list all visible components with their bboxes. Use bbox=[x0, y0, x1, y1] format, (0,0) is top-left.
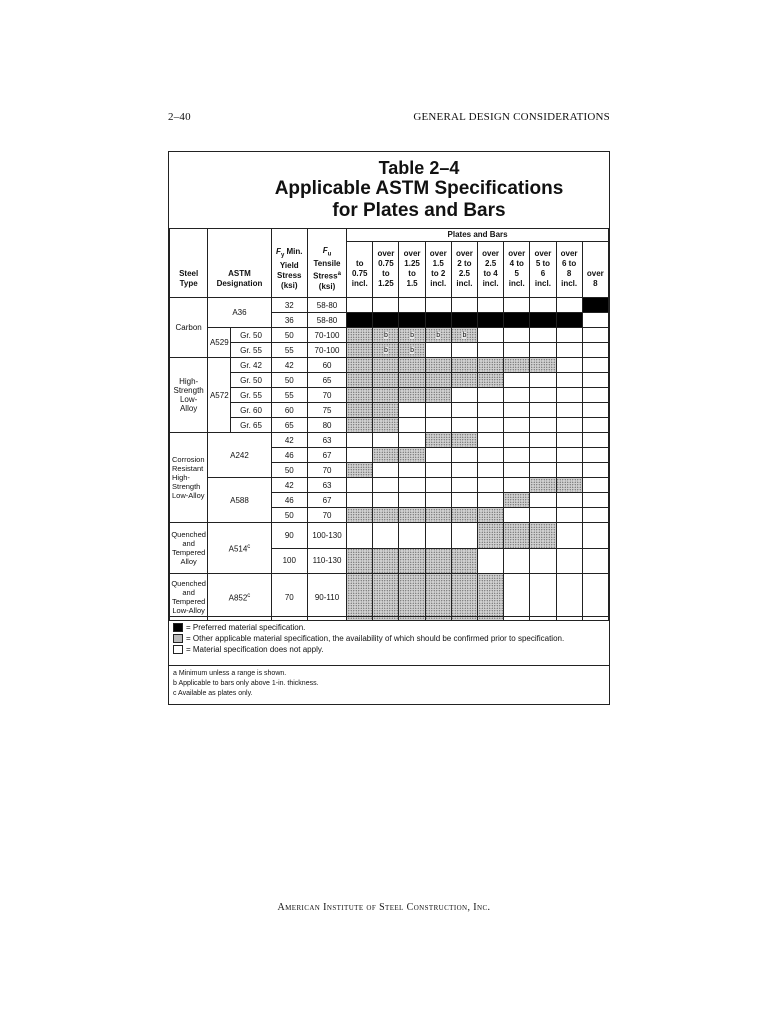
fy-value: 46 bbox=[271, 493, 307, 508]
astm-a36: A36 bbox=[208, 298, 271, 328]
fy-header: $F_y$ Min. Yield Stress (ksi) bbox=[271, 241, 307, 298]
table-row bbox=[170, 478, 609, 493]
thk-5-6: over 5 to 6 incl. bbox=[530, 241, 556, 298]
fu-value: 63 bbox=[307, 433, 346, 448]
steel-type-hsla: High- Strength Low- Alloy bbox=[170, 358, 208, 433]
fu-value: 75 bbox=[307, 403, 346, 418]
grade: Gr. 55 bbox=[231, 388, 271, 403]
thk-6-8: over 6 to 8 incl. bbox=[556, 241, 582, 298]
steel-type-qt-alloy: Quenched and Tempered Alloy bbox=[170, 523, 208, 574]
grade: Gr. 60 bbox=[231, 403, 271, 418]
legend bbox=[169, 616, 609, 658]
table-frame bbox=[168, 151, 610, 705]
table-row: A529 Gr. 50 50 70-100 b b b b bbox=[170, 328, 609, 343]
black-square-icon bbox=[173, 623, 183, 632]
fu-value: 67 bbox=[307, 493, 346, 508]
fy-value: 50 bbox=[271, 328, 307, 343]
thk-to-075: to 0.75 incl. bbox=[347, 241, 373, 298]
grade: Gr. 65 bbox=[231, 418, 271, 433]
table-number: Table 2–4 bbox=[378, 158, 460, 178]
grade: Gr. 55 bbox=[231, 343, 271, 358]
astm-a572: A572 bbox=[208, 358, 231, 433]
fu-value: 70 bbox=[307, 388, 346, 403]
fu-value: 58-80 bbox=[307, 298, 346, 313]
fu-header: $F_u$ Tensile Stress$^a$ (ksi) bbox=[307, 241, 346, 298]
fu-value: 60 bbox=[307, 358, 346, 373]
running-head: GENERAL DESIGN CONSIDERATIONS bbox=[413, 111, 610, 123]
footnote-b: b Applicable to bars only above 1-in. thickness. bbox=[173, 680, 319, 687]
fu-value: 70-100 bbox=[307, 343, 346, 358]
table-row bbox=[170, 358, 609, 373]
group-header: Plates and Bars bbox=[347, 229, 609, 242]
thk-over-8: over 8 bbox=[582, 241, 608, 298]
table-title-block bbox=[229, 152, 609, 234]
fu-value: 80 bbox=[307, 418, 346, 433]
header-row-group bbox=[170, 229, 609, 242]
thk-15-2: over 1.5 to 2 incl. bbox=[425, 241, 451, 298]
fy-value: 50 bbox=[271, 508, 307, 523]
table-row bbox=[170, 418, 609, 433]
table-row bbox=[170, 433, 609, 448]
fu-value: 100-130 bbox=[307, 523, 346, 549]
steel-type-header: Steel Type bbox=[170, 241, 208, 298]
spec-table bbox=[169, 228, 609, 621]
preferred-cell bbox=[582, 298, 608, 313]
fu-value: 70 bbox=[307, 508, 346, 523]
fy-value: 60 bbox=[271, 403, 307, 418]
fu-value: 67 bbox=[307, 448, 346, 463]
table-row: Gr. 55 55 70-100 b b bbox=[170, 343, 609, 358]
thk-125-15: over 1.25 to 1.5 bbox=[399, 241, 425, 298]
footnotes bbox=[169, 665, 609, 702]
steel-type-qt-low-alloy: Quenched and Tempered Low-Alloy bbox=[170, 574, 208, 621]
footnote-c: c Available as plates only. bbox=[173, 690, 253, 697]
legend-item-none: = Material specification does not apply. bbox=[173, 644, 605, 655]
table-title-line1: Applicable ASTM Specifications bbox=[274, 178, 564, 199]
fy-value: 46 bbox=[271, 448, 307, 463]
astm-a529: A529 bbox=[208, 328, 231, 358]
astm-a242: A242 bbox=[208, 433, 271, 478]
grade: Gr. 50 bbox=[231, 373, 271, 388]
legend-item-preferred: = Preferred material specification. bbox=[173, 622, 605, 633]
page-number: 2–40 bbox=[168, 111, 191, 123]
fy-value: 50 bbox=[271, 463, 307, 478]
grade: Gr. 50 bbox=[231, 328, 271, 343]
table-row bbox=[170, 298, 609, 313]
fy-value: 70 bbox=[271, 574, 307, 621]
thk-075-125: over 0.75 to 1.25 bbox=[373, 241, 399, 298]
fu-value: 70-100 bbox=[307, 328, 346, 343]
thk-25-4: over 2.5 to 4 incl. bbox=[478, 241, 504, 298]
header-row bbox=[170, 241, 609, 298]
astm-a852: A852$^c$ bbox=[208, 574, 271, 621]
fu-value: 110-130 bbox=[307, 548, 346, 574]
fu-value: 70 bbox=[307, 463, 346, 478]
table-title-line2: for Plates and Bars bbox=[332, 200, 506, 221]
footnote-a: a Minimum unless a range is shown. bbox=[173, 670, 287, 677]
table-row bbox=[170, 373, 609, 388]
table-row bbox=[170, 523, 609, 549]
fy-value: 36 bbox=[271, 313, 307, 328]
fy-value: 50 bbox=[271, 373, 307, 388]
fy-value: 42 bbox=[271, 433, 307, 448]
fy-value: 42 bbox=[271, 358, 307, 373]
fu-value: 65 bbox=[307, 373, 346, 388]
fu-value: 90-110 bbox=[307, 574, 346, 621]
fy-value: 55 bbox=[271, 343, 307, 358]
fy-value: 55 bbox=[271, 388, 307, 403]
steel-type-carbon: Carbon bbox=[170, 298, 208, 358]
fu-value: 63 bbox=[307, 478, 346, 493]
thk-2-25: over 2 to 2.5 incl. bbox=[451, 241, 477, 298]
fy-value: 100 bbox=[271, 548, 307, 574]
table-row bbox=[170, 574, 609, 621]
white-square-icon bbox=[173, 645, 183, 654]
astm-header: ASTM Designation bbox=[208, 241, 271, 298]
table-row bbox=[170, 403, 609, 418]
gray-square-icon bbox=[173, 634, 183, 643]
astm-a588: A588 bbox=[208, 478, 271, 523]
fu-value: 58-80 bbox=[307, 313, 346, 328]
fy-value: 32 bbox=[271, 298, 307, 313]
fy-value: 65 bbox=[271, 418, 307, 433]
table-row bbox=[170, 388, 609, 403]
steel-type-corrosion: Corrosion Resistant High- Strength Low-Alloy bbox=[170, 433, 208, 523]
astm-a514: A514$^c$ bbox=[208, 523, 271, 574]
fy-value: 90 bbox=[271, 523, 307, 549]
page-footer: American Institute of Steel Construction, Inc. bbox=[277, 902, 491, 913]
grade: Gr. 42 bbox=[231, 358, 271, 373]
fy-value: 42 bbox=[271, 478, 307, 493]
thk-4-5: over 4 to 5 incl. bbox=[504, 241, 530, 298]
legend-item-other: = Other applicable material specification, the availability of which should be confirmed prior to specification. bbox=[173, 633, 605, 644]
